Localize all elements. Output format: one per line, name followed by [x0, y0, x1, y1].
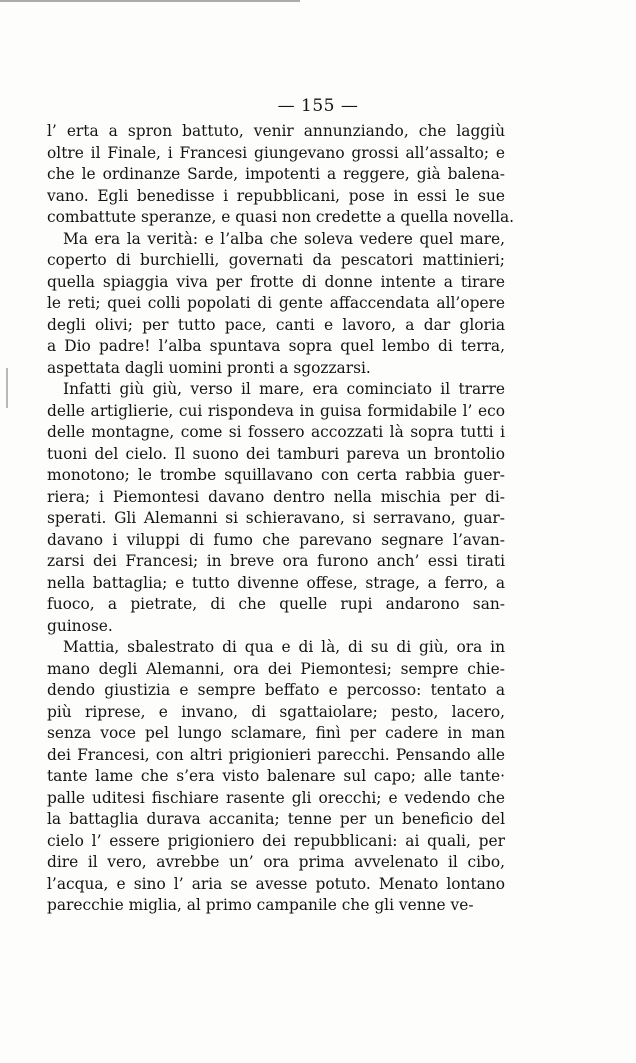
text-line: davano i viluppi di fumo che parevano segnare l’avan- — [47, 530, 505, 549]
paragraph-first-line: l’ erta a spron battuto, venir annunziando, che laggiù — [47, 122, 505, 140]
text-line: mano degli Alemanni, ora dei Piemontesi; sempre chie- — [47, 659, 505, 678]
text-line: sperati. Gli Alemanni si schieravano, si serravano, guar- — [47, 509, 505, 527]
text-line: riera; i Piemontesi davano dentro nella mischia per di- — [47, 487, 505, 506]
text-line: guinose. — [47, 616, 113, 635]
text-line: combattute speranze, e quasi non credette a quella novella. — [47, 208, 515, 226]
text-line: parecchie miglia, al primo campanile che gli venne ve- — [47, 896, 474, 914]
text-line: le reti; quei colli popolati di gente affaccendata all’opere — [47, 294, 505, 312]
text-line: palle uditesi fischiare rasente gli orecchi; e vedendo che — [47, 788, 505, 807]
text-line: oltre il Finale, i Francesi giungevano grossi all’assalto; e — [47, 143, 505, 162]
text-line: tuoni del cielo. Il suono dei tamburi pareva un brontolio — [47, 444, 505, 463]
text-line: degli olivi; per tutto pace, canti e lavoro, a dar gloria — [47, 315, 505, 334]
text-line: senza voce pel lungo sclamare, finì per cadere in man — [47, 724, 505, 742]
scan-margin-mark — [6, 368, 8, 408]
text-line: a Dio padre! l’alba spuntava sopra quel lembo di terra, — [47, 337, 505, 355]
text-line: vano. Egli benedisse i repubblicani, pose in essi le sue — [47, 186, 505, 205]
text-line: più riprese, e invano, di sgattaiolare; pesto, lacero, — [47, 702, 505, 721]
paragraph-first-line: Mattia, sbalestrato di qua e di là, di su di giù, ora in — [63, 638, 505, 656]
paragraph-first-line: Infatti giù giù, verso il mare, era cominciato il trarre — [63, 380, 505, 398]
text-line: dei Francesi, con altri prigionieri parecchi. Pensando alle — [47, 745, 505, 764]
text-line: nella battaglia; e tutto divenne offese, strage, a ferro, a — [47, 573, 505, 592]
text-line: coperto di burchielli, governati da pescatori mattinieri; — [47, 251, 505, 269]
text-line: tante lame che s’era visto balenare sul capo; alle tante· — [47, 767, 505, 785]
paragraph-first-line: Ma era la verità: e l’alba che soleva vedere quel mare, — [63, 229, 505, 248]
text-line: dendo giustizia e sempre beffato e percosso: tentato a — [47, 681, 505, 699]
text-line: fuoco, a pietrate, di che quelle rupi andarono san- — [47, 595, 505, 613]
text-line: quella spiaggia viva per frotte di donne intente a tirare — [47, 272, 505, 291]
text-line: cielo l’ essere prigioniero dei repubblicani: ai quali, per — [47, 831, 505, 850]
text-line: aspettata dagli uomini pronti a sgozzarsi. — [47, 358, 371, 377]
text-line: zarsi dei Francesi; in breve ora furono anch’ essi tirati — [47, 552, 505, 570]
body-text — [47, 121, 515, 917]
text-line: la battaglia durava accanita; tenne per un beneficio del — [47, 810, 505, 828]
scan-top-edge — [0, 0, 300, 7]
text-line: delle montagne, come si fossero accozzati là sopra tutti i — [47, 423, 505, 441]
text-line: dire il vero, avrebbe un’ ora prima avvelenato il cibo, — [47, 853, 505, 871]
text-line: delle artiglierie, cui rispondeva in guisa formidabile l’ eco — [47, 401, 505, 420]
text-line: monotono; le trombe squillavano con certa rabbia guer- — [47, 466, 505, 484]
text-line: l’acqua, e sino l’ aria se avesse potuto. Menato lontano — [47, 874, 505, 893]
text-line: che le ordinanze Sarde, impotenti a reggere, già balena- — [47, 165, 505, 183]
page-number: — 155 — — [277, 96, 359, 116]
